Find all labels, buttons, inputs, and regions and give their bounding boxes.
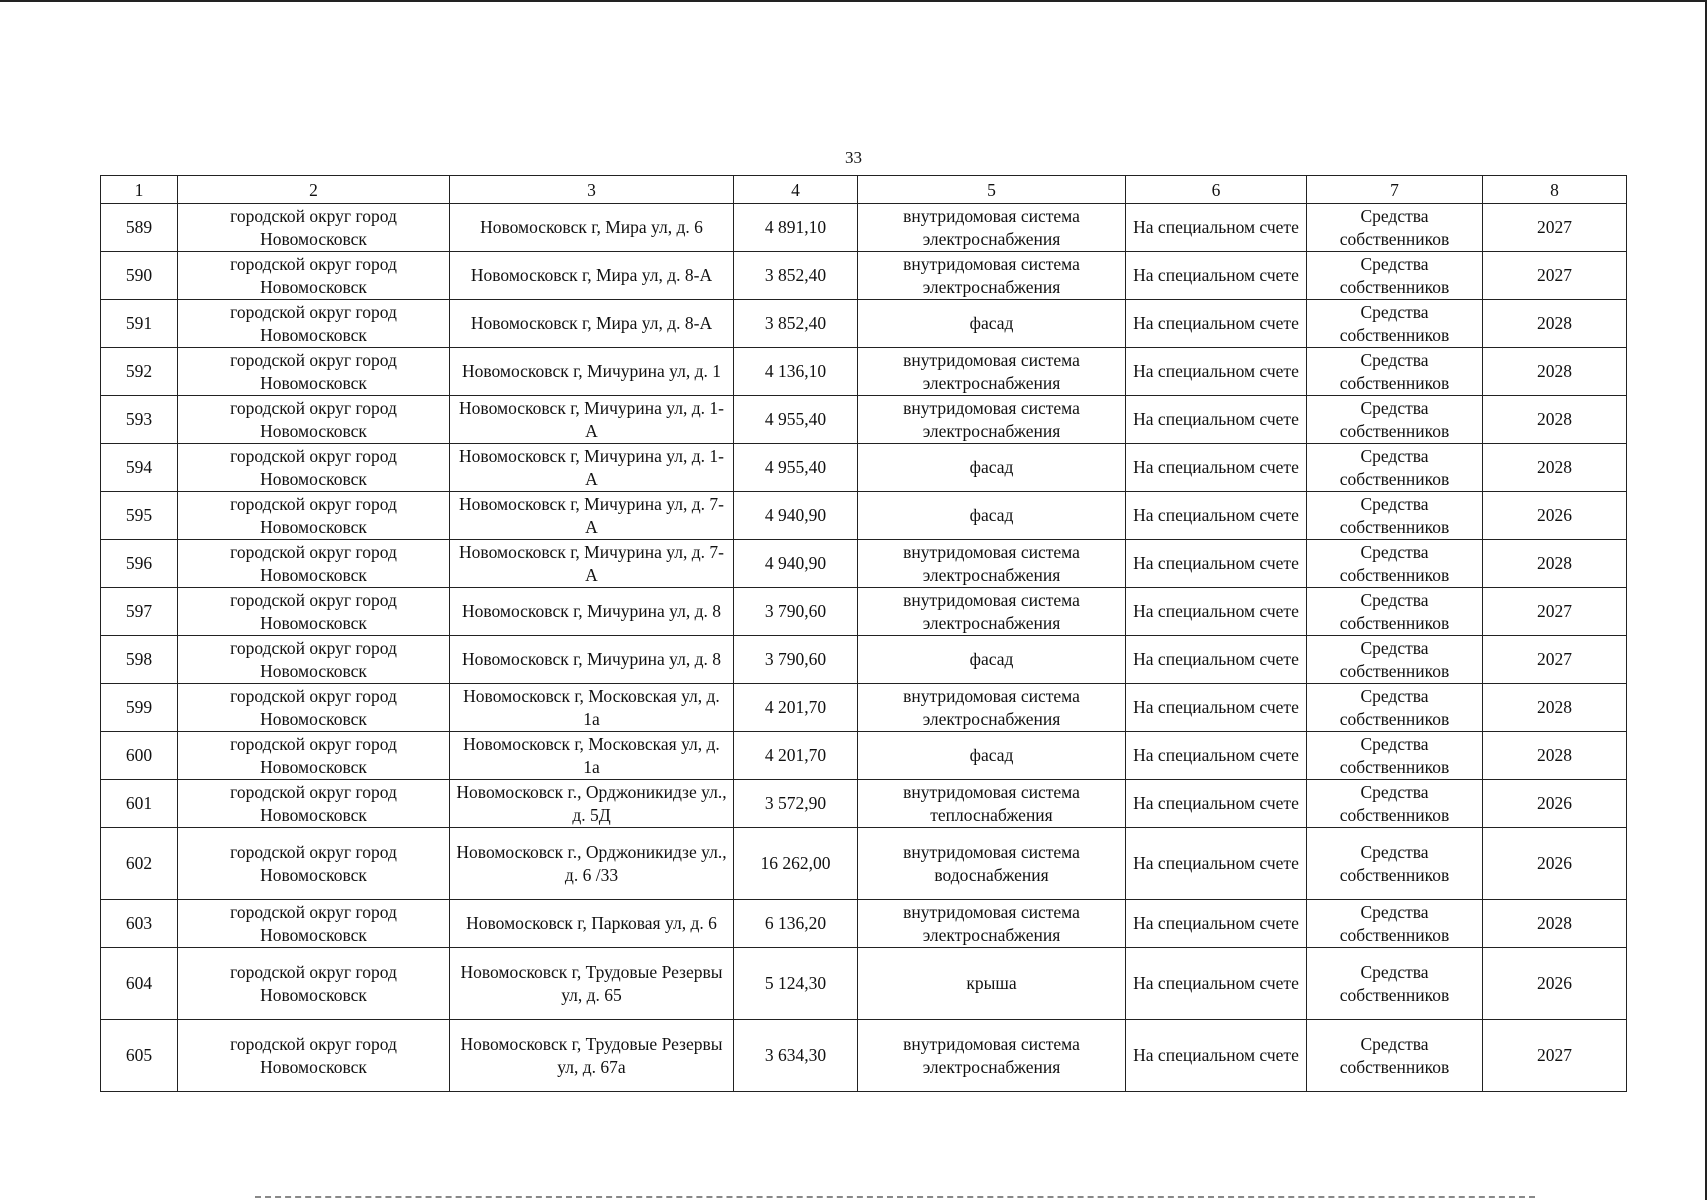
column-number-row <box>101 176 1627 204</box>
area-cell: 4 955,40 <box>734 444 858 492</box>
row-number-cell: 595 <box>101 492 178 540</box>
area-cell: 4 940,90 <box>734 540 858 588</box>
year-cell: 2027 <box>1483 588 1627 636</box>
row-number-cell: 599 <box>101 684 178 732</box>
municipality-cell: городской округ город Новомосковск <box>178 900 450 948</box>
municipality-cell: городской округ город Новомосковск <box>178 492 450 540</box>
table-row <box>101 204 1627 252</box>
municipality-cell: городской округ город Новомосковск <box>178 252 450 300</box>
area-cell: 4 940,90 <box>734 492 858 540</box>
municipality-cell: городской округ город Новомосковск <box>178 732 450 780</box>
fund-method-cell: На специальном счете <box>1126 1020 1307 1092</box>
funding-source-cell: Средства собственников <box>1307 948 1483 1020</box>
area-cell: 5 124,30 <box>734 948 858 1020</box>
work-type-cell: фасад <box>858 444 1126 492</box>
table-row <box>101 684 1627 732</box>
funding-source-cell: Средства собственников <box>1307 900 1483 948</box>
fund-method-cell: На специальном счете <box>1126 684 1307 732</box>
address-cell: Новомосковск г, Мичурина ул, д. 8 <box>450 588 734 636</box>
fund-method-cell: На специальном счете <box>1126 396 1307 444</box>
municipality-cell: городской округ город Новомосковск <box>178 588 450 636</box>
work-type-cell: внутридомовая система электроснабжения <box>858 588 1126 636</box>
address-cell: Новомосковск г, Московская ул, д. 1а <box>450 684 734 732</box>
year-cell: 2028 <box>1483 732 1627 780</box>
row-number-cell: 589 <box>101 204 178 252</box>
table-row <box>101 252 1627 300</box>
work-type-cell: фасад <box>858 732 1126 780</box>
bottom-scan-line <box>255 1196 1535 1198</box>
row-number-cell: 594 <box>101 444 178 492</box>
year-cell: 2028 <box>1483 684 1627 732</box>
table-row <box>101 396 1627 444</box>
area-cell: 4 136,10 <box>734 348 858 396</box>
funding-source-cell: Средства собственников <box>1307 444 1483 492</box>
table-row <box>101 780 1627 828</box>
work-type-cell: внутридомовая система электроснабжения <box>858 252 1126 300</box>
area-cell: 3 790,60 <box>734 588 858 636</box>
table-row <box>101 1020 1627 1092</box>
fund-method-cell: На специальном счете <box>1126 300 1307 348</box>
area-cell: 6 136,20 <box>734 900 858 948</box>
table-row <box>101 444 1627 492</box>
funding-source-cell: Средства собственников <box>1307 684 1483 732</box>
area-cell: 4 201,70 <box>734 684 858 732</box>
table-row <box>101 636 1627 684</box>
funding-source-cell: Средства собственников <box>1307 204 1483 252</box>
address-cell: Новомосковск г, Парковая ул, д. 6 <box>450 900 734 948</box>
funding-source-cell: Средства собственников <box>1307 300 1483 348</box>
row-number-cell: 600 <box>101 732 178 780</box>
address-cell: Новомосковск г, Мичурина ул, д. 1-А <box>450 396 734 444</box>
row-number-cell: 605 <box>101 1020 178 1092</box>
year-cell: 2026 <box>1483 492 1627 540</box>
table-row <box>101 492 1627 540</box>
table-row <box>101 732 1627 780</box>
municipality-cell: городской округ город Новомосковск <box>178 1020 450 1092</box>
address-cell: Новомосковск г, Мичурина ул, д. 7-А <box>450 540 734 588</box>
area-cell: 3 572,90 <box>734 780 858 828</box>
area-cell: 4 201,70 <box>734 732 858 780</box>
fund-method-cell: На специальном счете <box>1126 948 1307 1020</box>
table-row <box>101 540 1627 588</box>
funding-source-cell: Средства собственников <box>1307 492 1483 540</box>
municipality-cell: городской округ город Новомосковск <box>178 396 450 444</box>
column-header: 1 <box>101 176 178 204</box>
year-cell: 2028 <box>1483 396 1627 444</box>
area-cell: 3 852,40 <box>734 300 858 348</box>
year-cell: 2026 <box>1483 828 1627 900</box>
address-cell: Новомосковск г., Орджоникидзе ул., д. 6 /33 <box>450 828 734 900</box>
address-cell: Новомосковск г, Мичурина ул, д. 7-А <box>450 492 734 540</box>
work-type-cell: фасад <box>858 300 1126 348</box>
year-cell: 2026 <box>1483 780 1627 828</box>
table-row <box>101 588 1627 636</box>
year-cell: 2027 <box>1483 252 1627 300</box>
row-number-cell: 604 <box>101 948 178 1020</box>
work-type-cell: внутридомовая система электроснабжения <box>858 540 1126 588</box>
work-type-cell: внутридомовая система электроснабжения <box>858 1020 1126 1092</box>
year-cell: 2028 <box>1483 300 1627 348</box>
area-cell: 4 955,40 <box>734 396 858 444</box>
funding-source-cell: Средства собственников <box>1307 348 1483 396</box>
municipality-cell: городской округ город Новомосковск <box>178 300 450 348</box>
area-cell: 4 891,10 <box>734 204 858 252</box>
funding-source-cell: Средства собственников <box>1307 396 1483 444</box>
area-cell: 16 262,00 <box>734 828 858 900</box>
fund-method-cell: На специальном счете <box>1126 780 1307 828</box>
work-type-cell: крыша <box>858 948 1126 1020</box>
work-type-cell: внутридомовая система водоснабжения <box>858 828 1126 900</box>
work-type-cell: фасад <box>858 492 1126 540</box>
funding-source-cell: Средства собственников <box>1307 732 1483 780</box>
address-cell: Новомосковск г, Мира ул, д. 8-А <box>450 300 734 348</box>
year-cell: 2027 <box>1483 636 1627 684</box>
fund-method-cell: На специальном счете <box>1126 900 1307 948</box>
funding-source-cell: Средства собственников <box>1307 588 1483 636</box>
fund-method-cell: На специальном счете <box>1126 540 1307 588</box>
table-row <box>101 828 1627 900</box>
work-type-cell: внутридомовая система электроснабжения <box>858 396 1126 444</box>
municipality-cell: городской округ город Новомосковск <box>178 684 450 732</box>
area-cell: 3 790,60 <box>734 636 858 684</box>
column-header: 6 <box>1126 176 1307 204</box>
municipality-cell: городской округ город Новомосковск <box>178 636 450 684</box>
table-row <box>101 300 1627 348</box>
row-number-cell: 601 <box>101 780 178 828</box>
address-cell: Новомосковск г., Орджоникидзе ул., д. 5Д <box>450 780 734 828</box>
year-cell: 2027 <box>1483 204 1627 252</box>
work-type-cell: внутридомовая система электроснабжения <box>858 204 1126 252</box>
address-cell: Новомосковск г, Трудовые Резервы ул, д. 65 <box>450 948 734 1020</box>
area-cell: 3 634,30 <box>734 1020 858 1092</box>
row-number-cell: 591 <box>101 300 178 348</box>
column-header: 5 <box>858 176 1126 204</box>
address-cell: Новомосковск г, Мира ул, д. 6 <box>450 204 734 252</box>
row-number-cell: 592 <box>101 348 178 396</box>
municipality-cell: городской округ город Новомосковск <box>178 828 450 900</box>
fund-method-cell: На специальном счете <box>1126 636 1307 684</box>
page-number: 33 <box>845 148 862 167</box>
table-row <box>101 900 1627 948</box>
year-cell: 2028 <box>1483 444 1627 492</box>
fund-method-cell: На специальном счете <box>1126 732 1307 780</box>
fund-method-cell: На специальном счете <box>1126 444 1307 492</box>
fund-method-cell: На специальном счете <box>1126 588 1307 636</box>
table-body <box>101 204 1627 1092</box>
address-cell: Новомосковск г, Мичурина ул, д. 1-А <box>450 444 734 492</box>
work-type-cell: фасад <box>858 636 1126 684</box>
column-header: 2 <box>178 176 450 204</box>
column-header: 8 <box>1483 176 1627 204</box>
address-cell: Новомосковск г, Мичурина ул, д. 1 <box>450 348 734 396</box>
address-cell: Новомосковск г, Московская ул, д. 1а <box>450 732 734 780</box>
work-type-cell: внутридомовая система электроснабжения <box>858 900 1126 948</box>
municipality-cell: городской округ город Новомосковск <box>178 948 450 1020</box>
municipality-cell: городской округ город Новомосковск <box>178 780 450 828</box>
year-cell: 2026 <box>1483 948 1627 1020</box>
funding-source-cell: Средства собственников <box>1307 540 1483 588</box>
address-cell: Новомосковск г, Трудовые Резервы ул, д. 67а <box>450 1020 734 1092</box>
year-cell: 2028 <box>1483 348 1627 396</box>
work-type-cell: внутридомовая система электроснабжения <box>858 684 1126 732</box>
municipality-cell: городской округ город Новомосковск <box>178 348 450 396</box>
address-cell: Новомосковск г, Мичурина ул, д. 8 <box>450 636 734 684</box>
funding-source-cell: Средства собственников <box>1307 1020 1483 1092</box>
row-number-cell: 590 <box>101 252 178 300</box>
municipality-cell: городской округ город Новомосковск <box>178 540 450 588</box>
row-number-cell: 597 <box>101 588 178 636</box>
funding-source-cell: Средства собственников <box>1307 828 1483 900</box>
table-row <box>101 348 1627 396</box>
municipality-cell: городской округ город Новомосковск <box>178 204 450 252</box>
repair-schedule-table <box>100 175 1627 1092</box>
municipality-cell: городской округ город Новомосковск <box>178 444 450 492</box>
work-type-cell: внутридомовая система электроснабжения <box>858 348 1126 396</box>
row-number-cell: 593 <box>101 396 178 444</box>
table-row <box>101 948 1627 1020</box>
year-cell: 2027 <box>1483 1020 1627 1092</box>
area-cell: 3 852,40 <box>734 252 858 300</box>
address-cell: Новомосковск г, Мира ул, д. 8-А <box>450 252 734 300</box>
row-number-cell: 596 <box>101 540 178 588</box>
funding-source-cell: Средства собственников <box>1307 636 1483 684</box>
fund-method-cell: На специальном счете <box>1126 252 1307 300</box>
row-number-cell: 598 <box>101 636 178 684</box>
year-cell: 2028 <box>1483 540 1627 588</box>
column-header: 4 <box>734 176 858 204</box>
fund-method-cell: На специальном счете <box>1126 204 1307 252</box>
funding-source-cell: Средства собственников <box>1307 252 1483 300</box>
column-header: 7 <box>1307 176 1483 204</box>
row-number-cell: 602 <box>101 828 178 900</box>
row-number-cell: 603 <box>101 900 178 948</box>
funding-source-cell: Средства собственников <box>1307 780 1483 828</box>
column-header: 3 <box>450 176 734 204</box>
fund-method-cell: На специальном счете <box>1126 828 1307 900</box>
year-cell: 2028 <box>1483 900 1627 948</box>
work-type-cell: внутридомовая система теплоснабжения <box>858 780 1126 828</box>
fund-method-cell: На специальном счете <box>1126 348 1307 396</box>
fund-method-cell: На специальном счете <box>1126 492 1307 540</box>
